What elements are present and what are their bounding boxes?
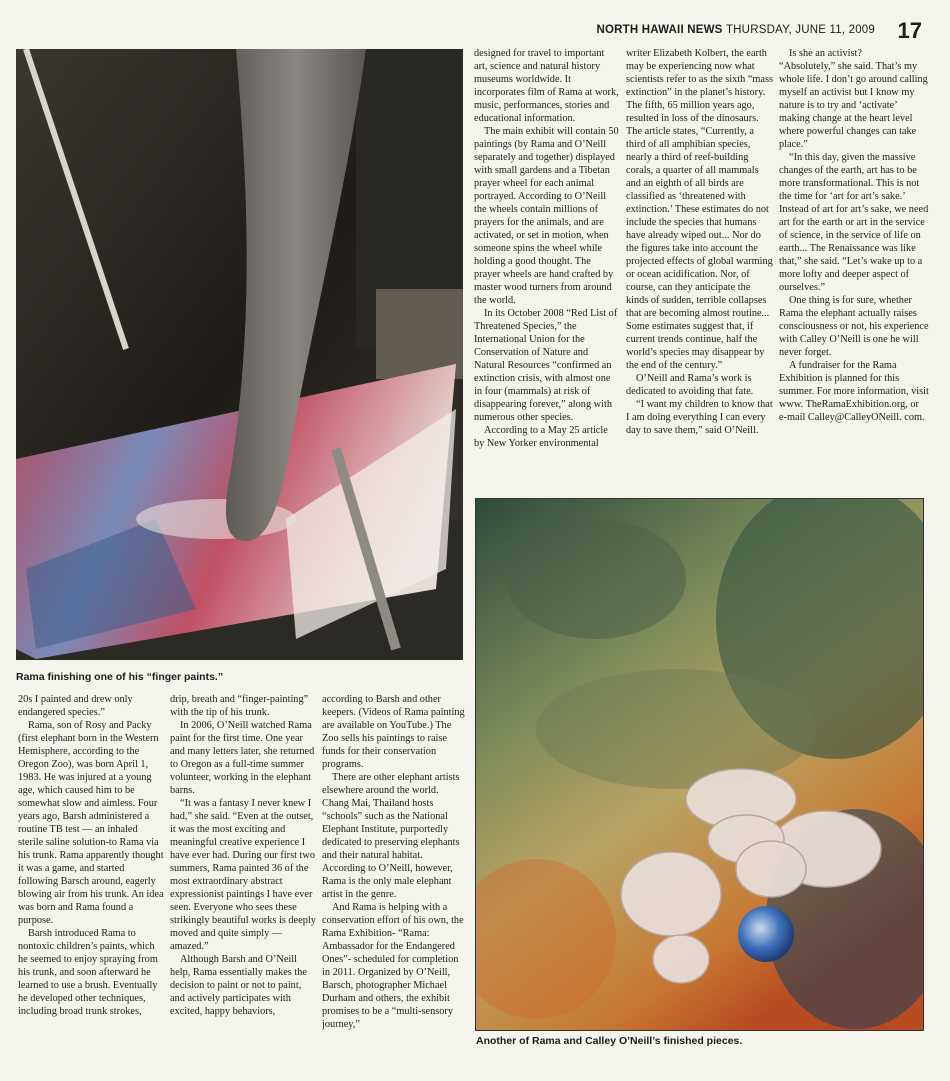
publication-line [596, 24, 875, 36]
paragraph: Rama, son of Rosy and Packy (first elephant born in the Western Hemisphere, according to the Oregon Zoo), was born April 1, 1983. He was injured at a young age, which caused him to be somewhat slow and aimless. Four years ago, Barsh administered a routine TB test — an inhaled sterile saline solution-to Rama via his trunk. Rama apparently thought it was a game, and started following Barsch around, eagerly blowing air from his trunk. An idea was born and Rama found a purpose. [18, 720, 164, 926]
photo-caption-bottom: Another of Rama and Calley O’Neill’s finished pieces. [476, 1035, 743, 1047]
article-column-2 [626, 47, 773, 497]
paragraph: drip, breath and “finger-painting” with the tip of his trunk. [170, 694, 309, 718]
elephant-painting-illustration [16, 49, 463, 660]
article-column-lower-1 [18, 693, 164, 1051]
paragraph: According to a May 25 article by New Yorker environmental [474, 425, 608, 449]
paragraph: designed for travel to important art, science and natural history museums worldwide. It incorporates film of Rama at work, music, performances, stories and educational information. [474, 48, 619, 124]
paragraph: And Rama is helping with a conservation effort of his own, the Rama Exhibition- “Rama: Ambassador for the Endangered Ones”- scheduled for completion in 2011. Organized by O’Neill, Barsch, photographer Michael Durham and others, the exhibit promises to be a “multi-sensory journey,” [322, 902, 464, 1030]
paragraph: according to Barsh and other keepers. (Videos of Rama painting are available on YouTube.) The Zoo sells his paintings to raise funds for their conservation programs. [322, 694, 465, 770]
publication-name: NORTH HAWAII NEWS [596, 24, 723, 36]
paragraph: O’Neill and Rama’s work is dedicated to avoiding that fate. [626, 373, 754, 397]
paragraph: writer Elizabeth Kolbert, the earth may be experiencing now what scientists refer to as the sixth “mass extinction” in the planet’s history. The fifth, 65 million years ago, resulted in loss of the dinosaurs. The article states, “Currently, a third of all amphibian species, nearly a third of reef-building corals, a quarter of all mammals and an eighth of all birds are classified as ‘threatened with extinction.’ These estimates do not include the species that humans have already wiped out... Nor do the figures take into account the projected effects of global warming or ocean acidification. Nor, of course, can they anticipate the kinds of sudden, terrible collapses that are becoming almost routine... Some estimates suggest that, if current trends continue, half the world’s species may disappear by the end of the century.” [626, 48, 773, 371]
photo-finished-painting [475, 498, 924, 1031]
article-column-3 [779, 47, 929, 497]
paragraph: Barsh introduced Rama to nontoxic children’s paints, which he seemed to enjoy spraying from his trunk, and soon afterward he learned to use a brush. Eventually he developed other techniques, including broad trunk strokes, [18, 928, 158, 1017]
paragraph: In its October 2008 “Red List of Threatened Species,” the International Union for the Conservation of Nature and Natural Resources “confirmed an extinction crisis, with almost one in four (mammals) at risk of disappearing forever,” along with numerous other species. [474, 308, 618, 423]
finished-painting-illustration [476, 499, 923, 1030]
photo-elephant-painting [16, 49, 463, 660]
article-column-lower-3 [322, 693, 468, 1051]
article-column-1 [474, 47, 619, 497]
paragraph: In 2006, O’Neill watched Rama paint for the first time. One year and many letters later, she returned to Oregon as a full-time summer volunteer, working in the elephant barns. [170, 720, 315, 796]
paragraph: Although Barsh and O’Neill help, Rama essentially makes the decision to paint or not to paint, and actively participates with excited, happy behaviors, [170, 954, 307, 1017]
photo-caption-top: Rama finishing one of his “finger paints.” [16, 671, 224, 683]
publication-date: THURSDAY, JUNE 11, 2009 [725, 24, 875, 36]
paragraph: A fundraiser for the Rama Exhibition is planned for this summer. For more information, visit www. TheRamaExhibition.org, or e-mail Calley@CalleyONeill. com. [779, 360, 929, 423]
paragraph: “Absolutely,” she said. That’s my whole life. I don’t go around calling myself an activist but I know my nature is to try and ‘activate’ making change at the heart level where powerful changes can take place.” [779, 61, 928, 150]
paragraph: Is she an activist? [789, 48, 862, 59]
paragraph: “It was a fantasy I never knew I had,” she said. “Even at the outset, it was the most exciting and meaningful creative experience I have ever had. During our first two summers, Rama painted 36 of the most extraordinary abstract expressionist paintings I have ever seen. Everyone who sees these strikingly beautiful works is deeply moved and quite simply — amazed.” [170, 798, 316, 952]
paragraph: The main exhibit will contain 50 paintings (by Rama and O’Neill separately and together) displayed with small gardens and a Tibetan prayer wheel for each animal portrayed. According to O’Neill the wheels contain millions of prayers for the animals, and are activated, or set in motion, when someone spins the wheel while holding a good thought. The prayer wheels are hand crafted by master wood turners from around the world. [474, 126, 619, 306]
paragraph: 20s I painted and drew only endangered species.” [18, 694, 133, 718]
paragraph: “I want my children to know that I am doing everything I can every day to save them,” said O’Neill. [626, 399, 773, 436]
paragraph: One thing is for sure, whether Rama the elephant actually raises consciousness or not, his experience with Calley O’Neill is one he will never forget. [779, 295, 929, 358]
paragraph: “In this day, given the massive changes of the earth, art has to be more transformational. This is not the time for ‘art for art’s sake.’ Instead of art for art’s sake, we need art for the earth or art in the service of science, in the service of life on earth... The Renaissance was like that,” she said. “Let’s wake up to a more lofty and deeper aspect of ourselves.” [779, 152, 929, 293]
page-number: 17 [897, 18, 922, 43]
paragraph: There are other elephant artists elsewhere around the world. Chang Mai, Thailand hosts “schools” such as the National Elephant Institute, purportedly dedicated to preserving elephants and their natural habitat. According to O’Neill, however, Rama is the only male elephant artist in the genre. [322, 772, 460, 900]
article-column-lower-2 [170, 693, 316, 1051]
